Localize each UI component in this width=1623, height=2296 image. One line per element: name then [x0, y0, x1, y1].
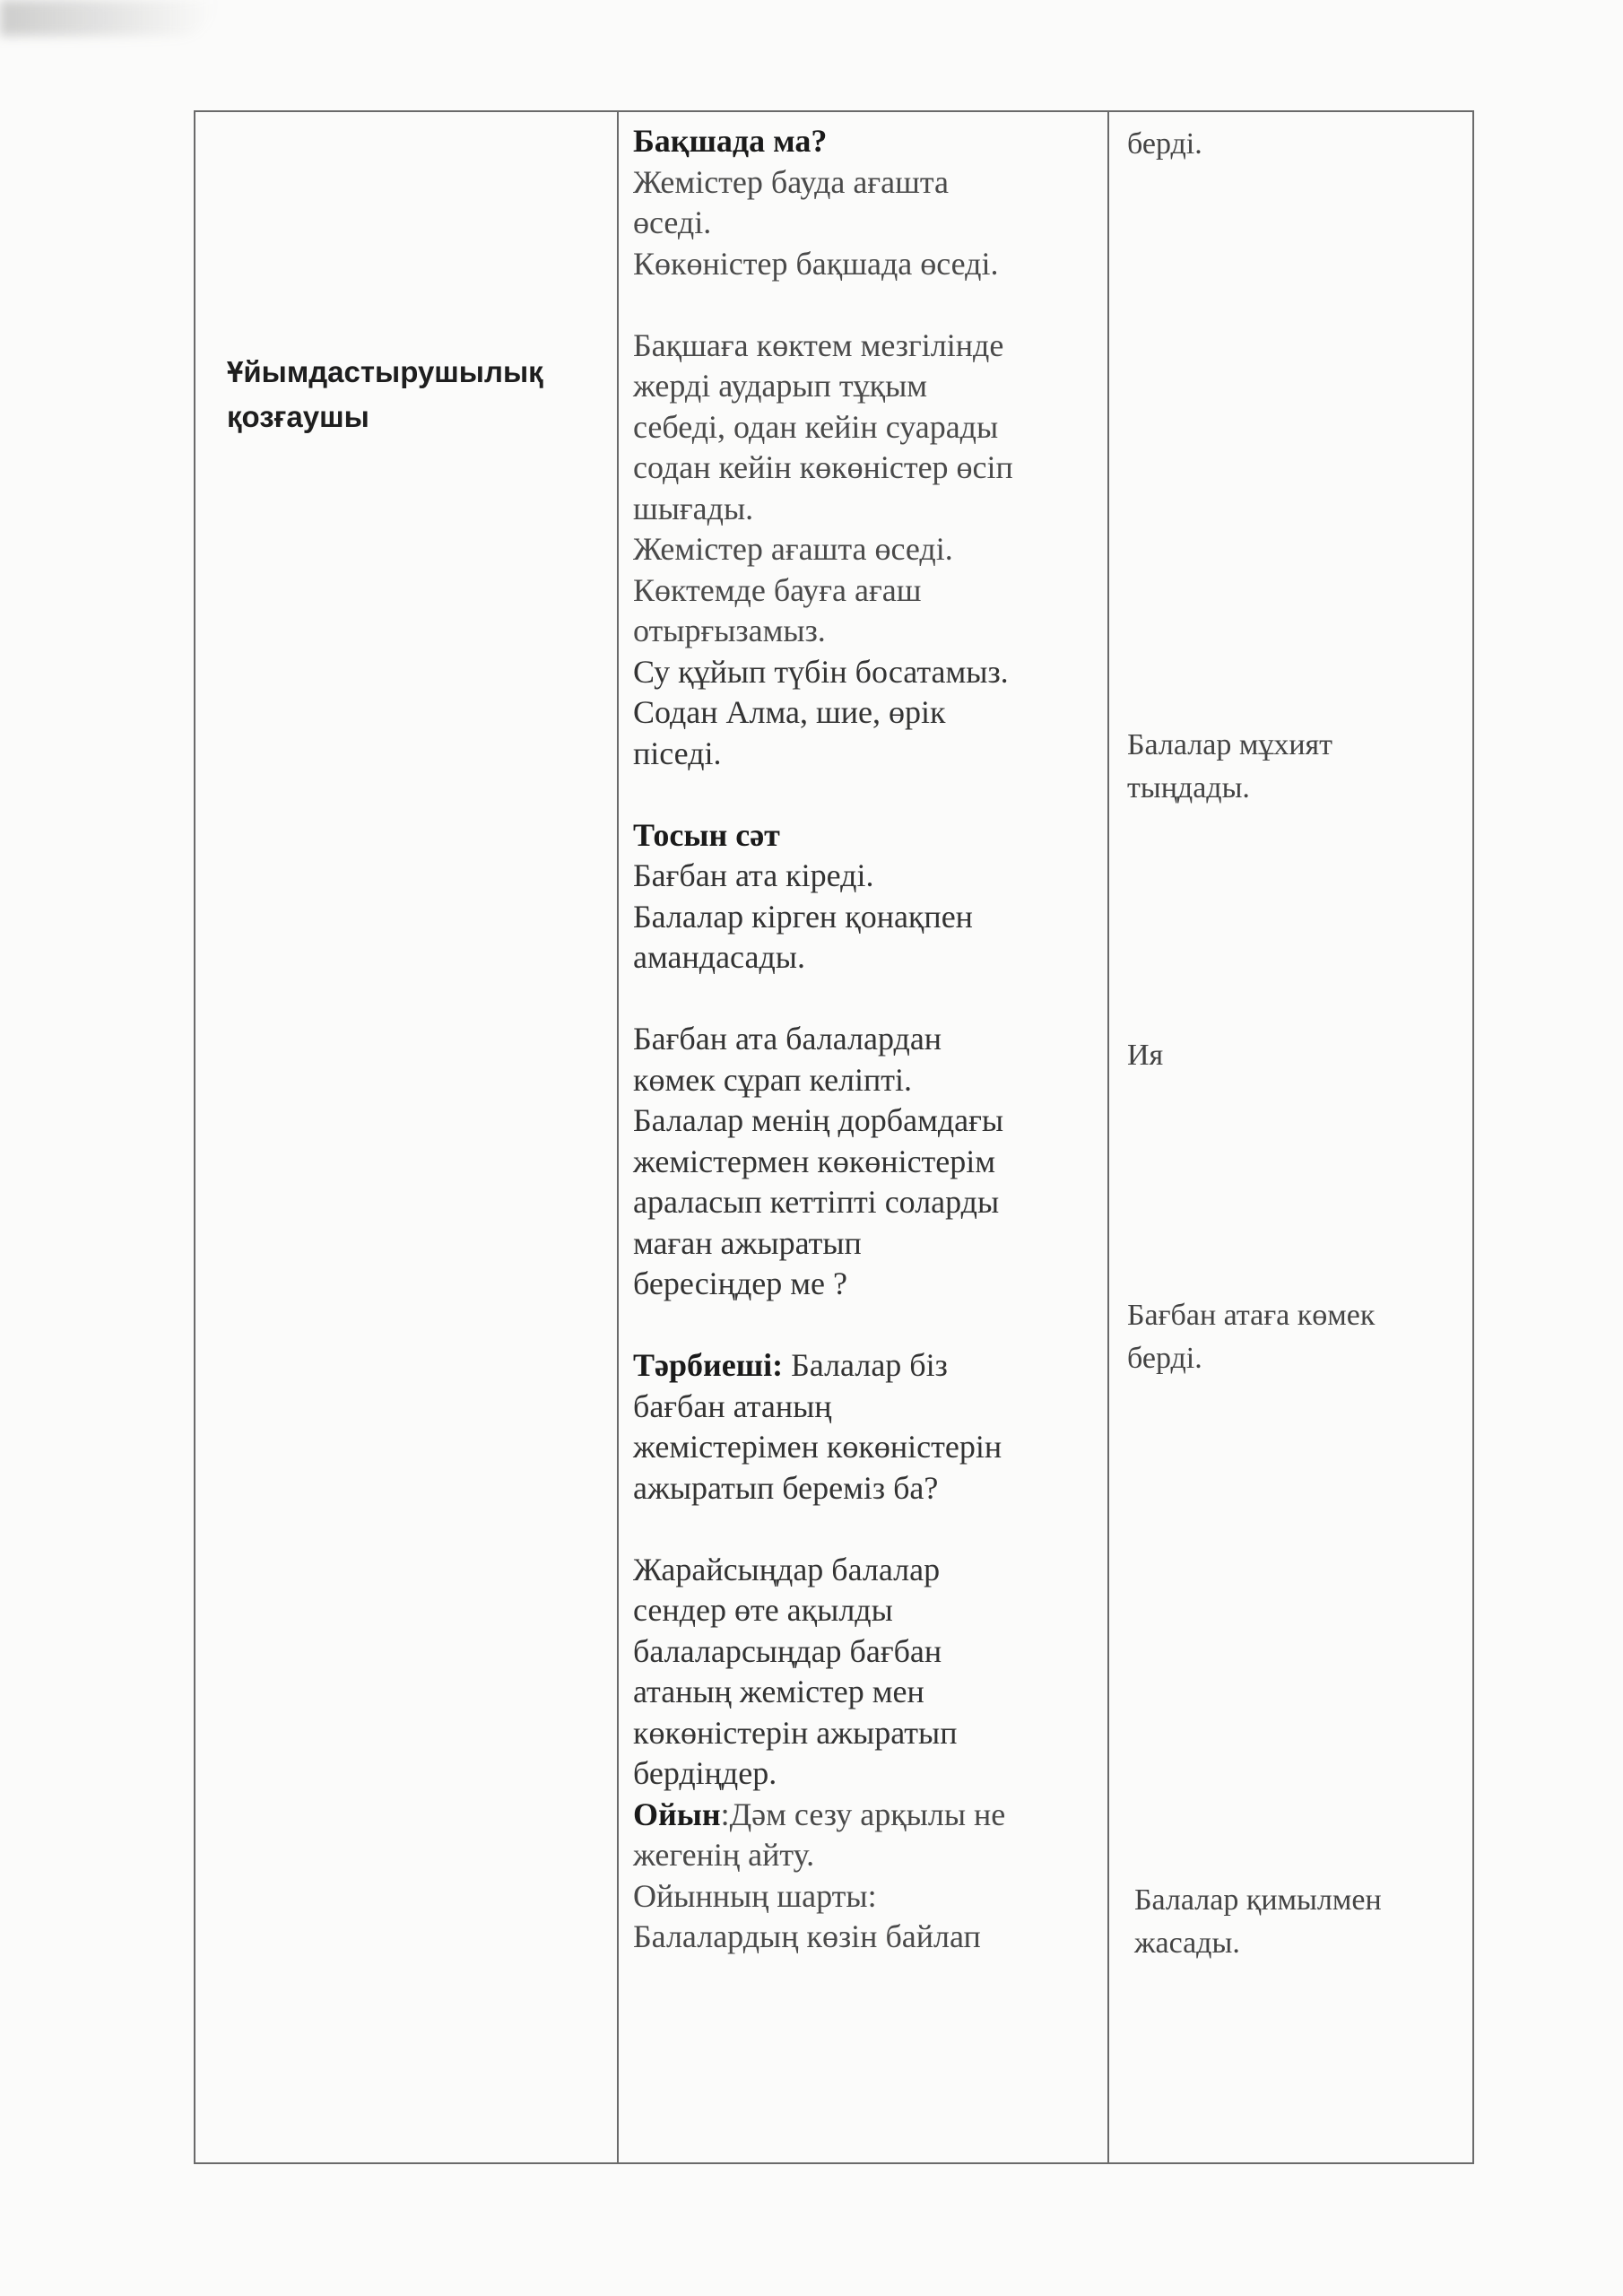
text-line: Ойынның шарты: [633, 1877, 877, 1914]
text-line: жемістерімен көкөністерін [633, 1429, 1002, 1465]
text-line: жасады. [1134, 1926, 1240, 1960]
text-line: Балалар мұхият [1127, 728, 1333, 761]
text-line: себеді, одан кейін суарады [633, 408, 999, 445]
text-line: отырғызамыз. [633, 613, 826, 648]
response-note [1134, 1879, 1382, 1965]
text-line: Балалар менің дорбамдағы [633, 1102, 1004, 1138]
text-line: Бақшаға көктем мезгілінде [633, 326, 1004, 363]
text-line: піседі. [633, 735, 722, 771]
response-cell [1108, 111, 1473, 2163]
text-line: Содан Алма, шие, өрік [633, 694, 946, 730]
text-line: ажыратып береміз ба? [633, 1469, 939, 1506]
text-line: Көктемде бауға ағаш [633, 571, 922, 608]
text-line: балаларсыңдар бағбан [633, 1632, 942, 1669]
text-line: Бағбан ата балалардан [633, 1021, 942, 1057]
text-line: Балалардың көзін байлап [633, 1918, 981, 1954]
text-line: сендер өте ақылды [633, 1592, 893, 1628]
text-span: Балалар біз [783, 1347, 948, 1383]
text-line [633, 1795, 1093, 1836]
stage-cell [195, 111, 618, 2163]
table-row [195, 111, 1473, 2163]
speaker-label: Тәрбиеші: [633, 1347, 784, 1383]
response-note: берді. [1127, 127, 1202, 161]
text-line: Балалар кірген қонақпен [633, 898, 973, 935]
response-note: Ия [1127, 1039, 1164, 1072]
text-line: көмек сұрап келіпті. [633, 1061, 913, 1098]
text-line: берді. [1127, 1342, 1202, 1375]
response-note [1127, 1294, 1375, 1380]
game-label: Ойын [633, 1796, 721, 1832]
text-line: жерді аударып тұқым [633, 368, 928, 404]
text-line: Балалар қимылмен [1134, 1883, 1382, 1917]
text-line: Су құйып түбін босатамыз. [633, 653, 1009, 690]
text-line: өседі. [633, 204, 712, 240]
scan-shadow [0, 0, 215, 36]
teacher-activity-text [619, 112, 1107, 1958]
text-line: Көкөністер бақшада өседі. [633, 245, 999, 282]
lesson-table [194, 110, 1474, 2164]
text-line [633, 1345, 1093, 1387]
text-line: Бағбан атаға көмек [1127, 1299, 1376, 1332]
text-line: Жемістер бауда ағашта [633, 163, 949, 200]
text-line: содан кейін көкөністер өсіп [633, 449, 1013, 485]
stage-label-line: Ұйымдастырушылық [227, 355, 543, 388]
text-line: бересіңдер ме ? [633, 1265, 847, 1301]
section-title: Тосын сәт [633, 816, 780, 853]
section-title: Бақшада ма? [633, 123, 828, 159]
text-line: жегенің айту. [633, 1837, 815, 1873]
text-line: бердіңдер. [633, 1755, 777, 1791]
stage-label-line: қозғаушы [227, 400, 369, 433]
text-line: шығады. [633, 490, 754, 526]
children-activity-text [1109, 112, 1472, 2162]
text-line: жемістермен көкөністерім [633, 1143, 996, 1179]
text-line: бағбан атаның [633, 1387, 832, 1424]
content-cell [618, 111, 1108, 2163]
text-span: :Дәм сезу арқылы не [720, 1796, 1006, 1832]
text-line: атаның жемістер мен [633, 1674, 924, 1709]
stage-label [227, 350, 603, 439]
text-line: маған ажыратып [633, 1224, 862, 1261]
text-line: Жемістер ағашта өседі. [633, 531, 953, 567]
text-line: көкөністерін ажыратып [633, 1714, 958, 1751]
response-note [1127, 724, 1332, 810]
text-line: Жарайсыңдар балалар [633, 1551, 941, 1587]
text-line: тыңдады. [1127, 771, 1250, 804]
text-line: араласып кеттіпті соларды [633, 1184, 1000, 1220]
text-line: Бағбан ата кіреді. [633, 857, 874, 893]
text-line: амандасады. [633, 939, 805, 975]
